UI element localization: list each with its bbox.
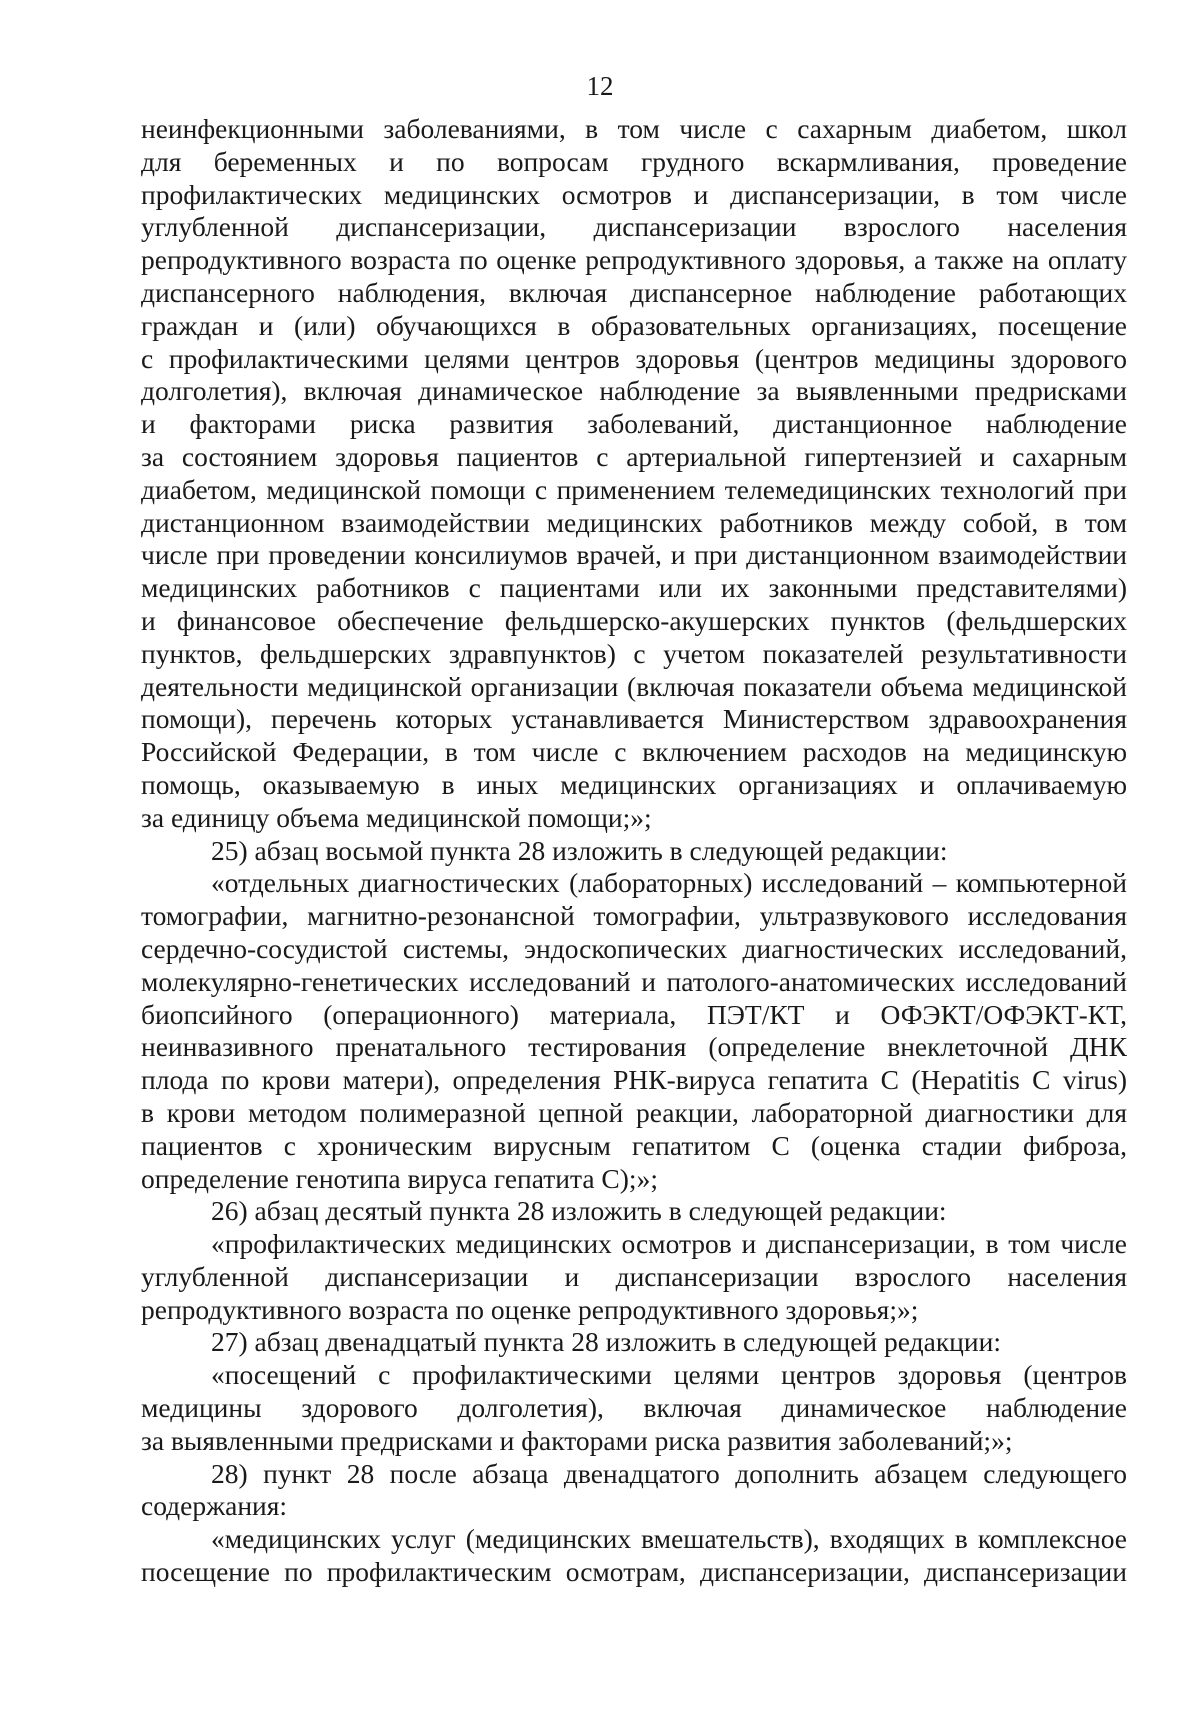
text-line: деятельности медицинской организации (включая показатели объема медицинской	[141, 670, 1127, 702]
text-line: пунктов, фельдшерских здравпунктов) с учетом показателей результативности	[141, 637, 1127, 669]
text-line: диабетом, медицинской помощи с применением телемедицинских технологий при	[141, 473, 1127, 505]
text-line: диспансерного наблюдения, включая диспансерное наблюдение работающих	[141, 276, 1127, 308]
text-line: 28) пункт 28 после абзаца двенадцатого дополнить абзацем следующего	[211, 1457, 1127, 1489]
text-line: биопсийного (операционного) материала, ПЭТ/КТ и ОФЭКТ/ОФЭКТ-КТ,	[141, 998, 1127, 1030]
text-line: с профилактическими целями центров здоровья (центров медицины здорового	[141, 342, 1127, 374]
text-line: неинфекционными заболеваниями, в том числе с сахарным диабетом, школ	[141, 113, 1127, 144]
text-line: числе при проведении консилиумов врачей, и при дистанционном взаимодействии	[141, 539, 1127, 571]
text-line: «посещений с профилактическими целями центров здоровья (центров	[211, 1359, 1127, 1391]
text-line: сердечно-сосудистой системы, эндоскопических диагностических исследований,	[141, 932, 1127, 964]
text-line: долголетия), включая динамическое наблюдение за выявленными предрисками	[141, 375, 1127, 407]
text-line: определение генотипа вируса гепатита С);»;	[141, 1162, 658, 1194]
text-line: содержания:	[141, 1490, 288, 1522]
text-line: граждан и (или) обучающихся в образовательных организациях, посещение	[141, 309, 1127, 341]
text-line: томографии, магнитно-резонансной томографии, ультразвукового исследования	[141, 900, 1127, 932]
text-line: «профилактических медицинских осмотров и диспансеризации, в том числе	[211, 1228, 1127, 1260]
text-line: углубленной диспансеризации, диспансеризации взрослого населения	[141, 211, 1127, 243]
text-line: Российской Федерации, в том числе с включением расходов на медицинскую	[141, 736, 1127, 768]
text-line: дистанционном взаимодействии медицинских работников между собой, в том	[141, 506, 1127, 538]
text-line: профилактических медицинских осмотров и диспансеризации, в том числе	[141, 178, 1127, 210]
document-body	[141, 113, 1127, 1589]
text-line: и факторами риска развития заболеваний, дистанционное наблюдение	[141, 408, 1127, 440]
text-line: медицинских работников с пациентами или их законными представителями)	[141, 572, 1127, 604]
text-line: помощь, оказываемую в иных медицинских организациях и оплачиваемую	[141, 768, 1127, 800]
text-line: пациентов с хроническим вирусным гепатитом С (оценка стадии фиброза,	[141, 1129, 1127, 1161]
text-line: за состоянием здоровья пациентов с артериальной гипертензией и сахарным	[141, 440, 1127, 472]
text-line: 27) абзац двенадцатый пункта 28 изложить в следующей редакции:	[211, 1326, 1001, 1358]
text-line: и финансовое обеспечение фельдшерско-акушерских пунктов (фельдшерских	[141, 604, 1127, 636]
text-line: репродуктивного возраста по оценке репродуктивного здоровья, а также на оплату	[141, 244, 1127, 276]
text-line: посещение по профилактическим осмотрам, диспансеризации, диспансеризации	[141, 1556, 1127, 1588]
text-line: помощи), перечень которых устанавливается Министерством здравоохранения	[141, 703, 1127, 735]
text-line: плода по крови матери), определения РНК-вируса гепатита С (Hepatitis C virus)	[141, 1064, 1127, 1096]
text-line: медицины здорового долголетия), включая динамическое наблюдение	[141, 1392, 1127, 1424]
text-line: «медицинских услуг (медицинских вмешательств), входящих в комплексное	[211, 1523, 1127, 1555]
page-number: 12	[586, 71, 614, 101]
text-line: 25) абзац восьмой пункта 28 изложить в следующей редакции:	[211, 834, 948, 866]
text-line: 26) абзац десятый пункта 28 изложить в следующей редакции:	[211, 1195, 947, 1227]
text-line: для беременных и по вопросам грудного вскармливания, проведение	[141, 145, 1127, 177]
text-line: за единицу объема медицинской помощи;»;	[141, 801, 652, 833]
text-line: неинвазивного пренатального тестирования (определение внеклеточной ДНК	[141, 1031, 1127, 1063]
text-line: в крови методом полимеразной цепной реакции, лабораторной диагностики для	[141, 1096, 1127, 1128]
text-line: за выявленными предрисками и факторами риска развития заболеваний;»;	[141, 1424, 1013, 1456]
text-line: углубленной диспансеризации и диспансеризации взрослого населения	[141, 1260, 1127, 1292]
text-line: молекулярно-генетических исследований и патолого-анатомических исследований	[141, 965, 1127, 997]
text-line: «отдельных диагностических (лабораторных) исследований – компьютерной	[211, 867, 1127, 899]
text-line: репродуктивного возраста по оценке репродуктивного здоровья;»;	[141, 1293, 919, 1325]
